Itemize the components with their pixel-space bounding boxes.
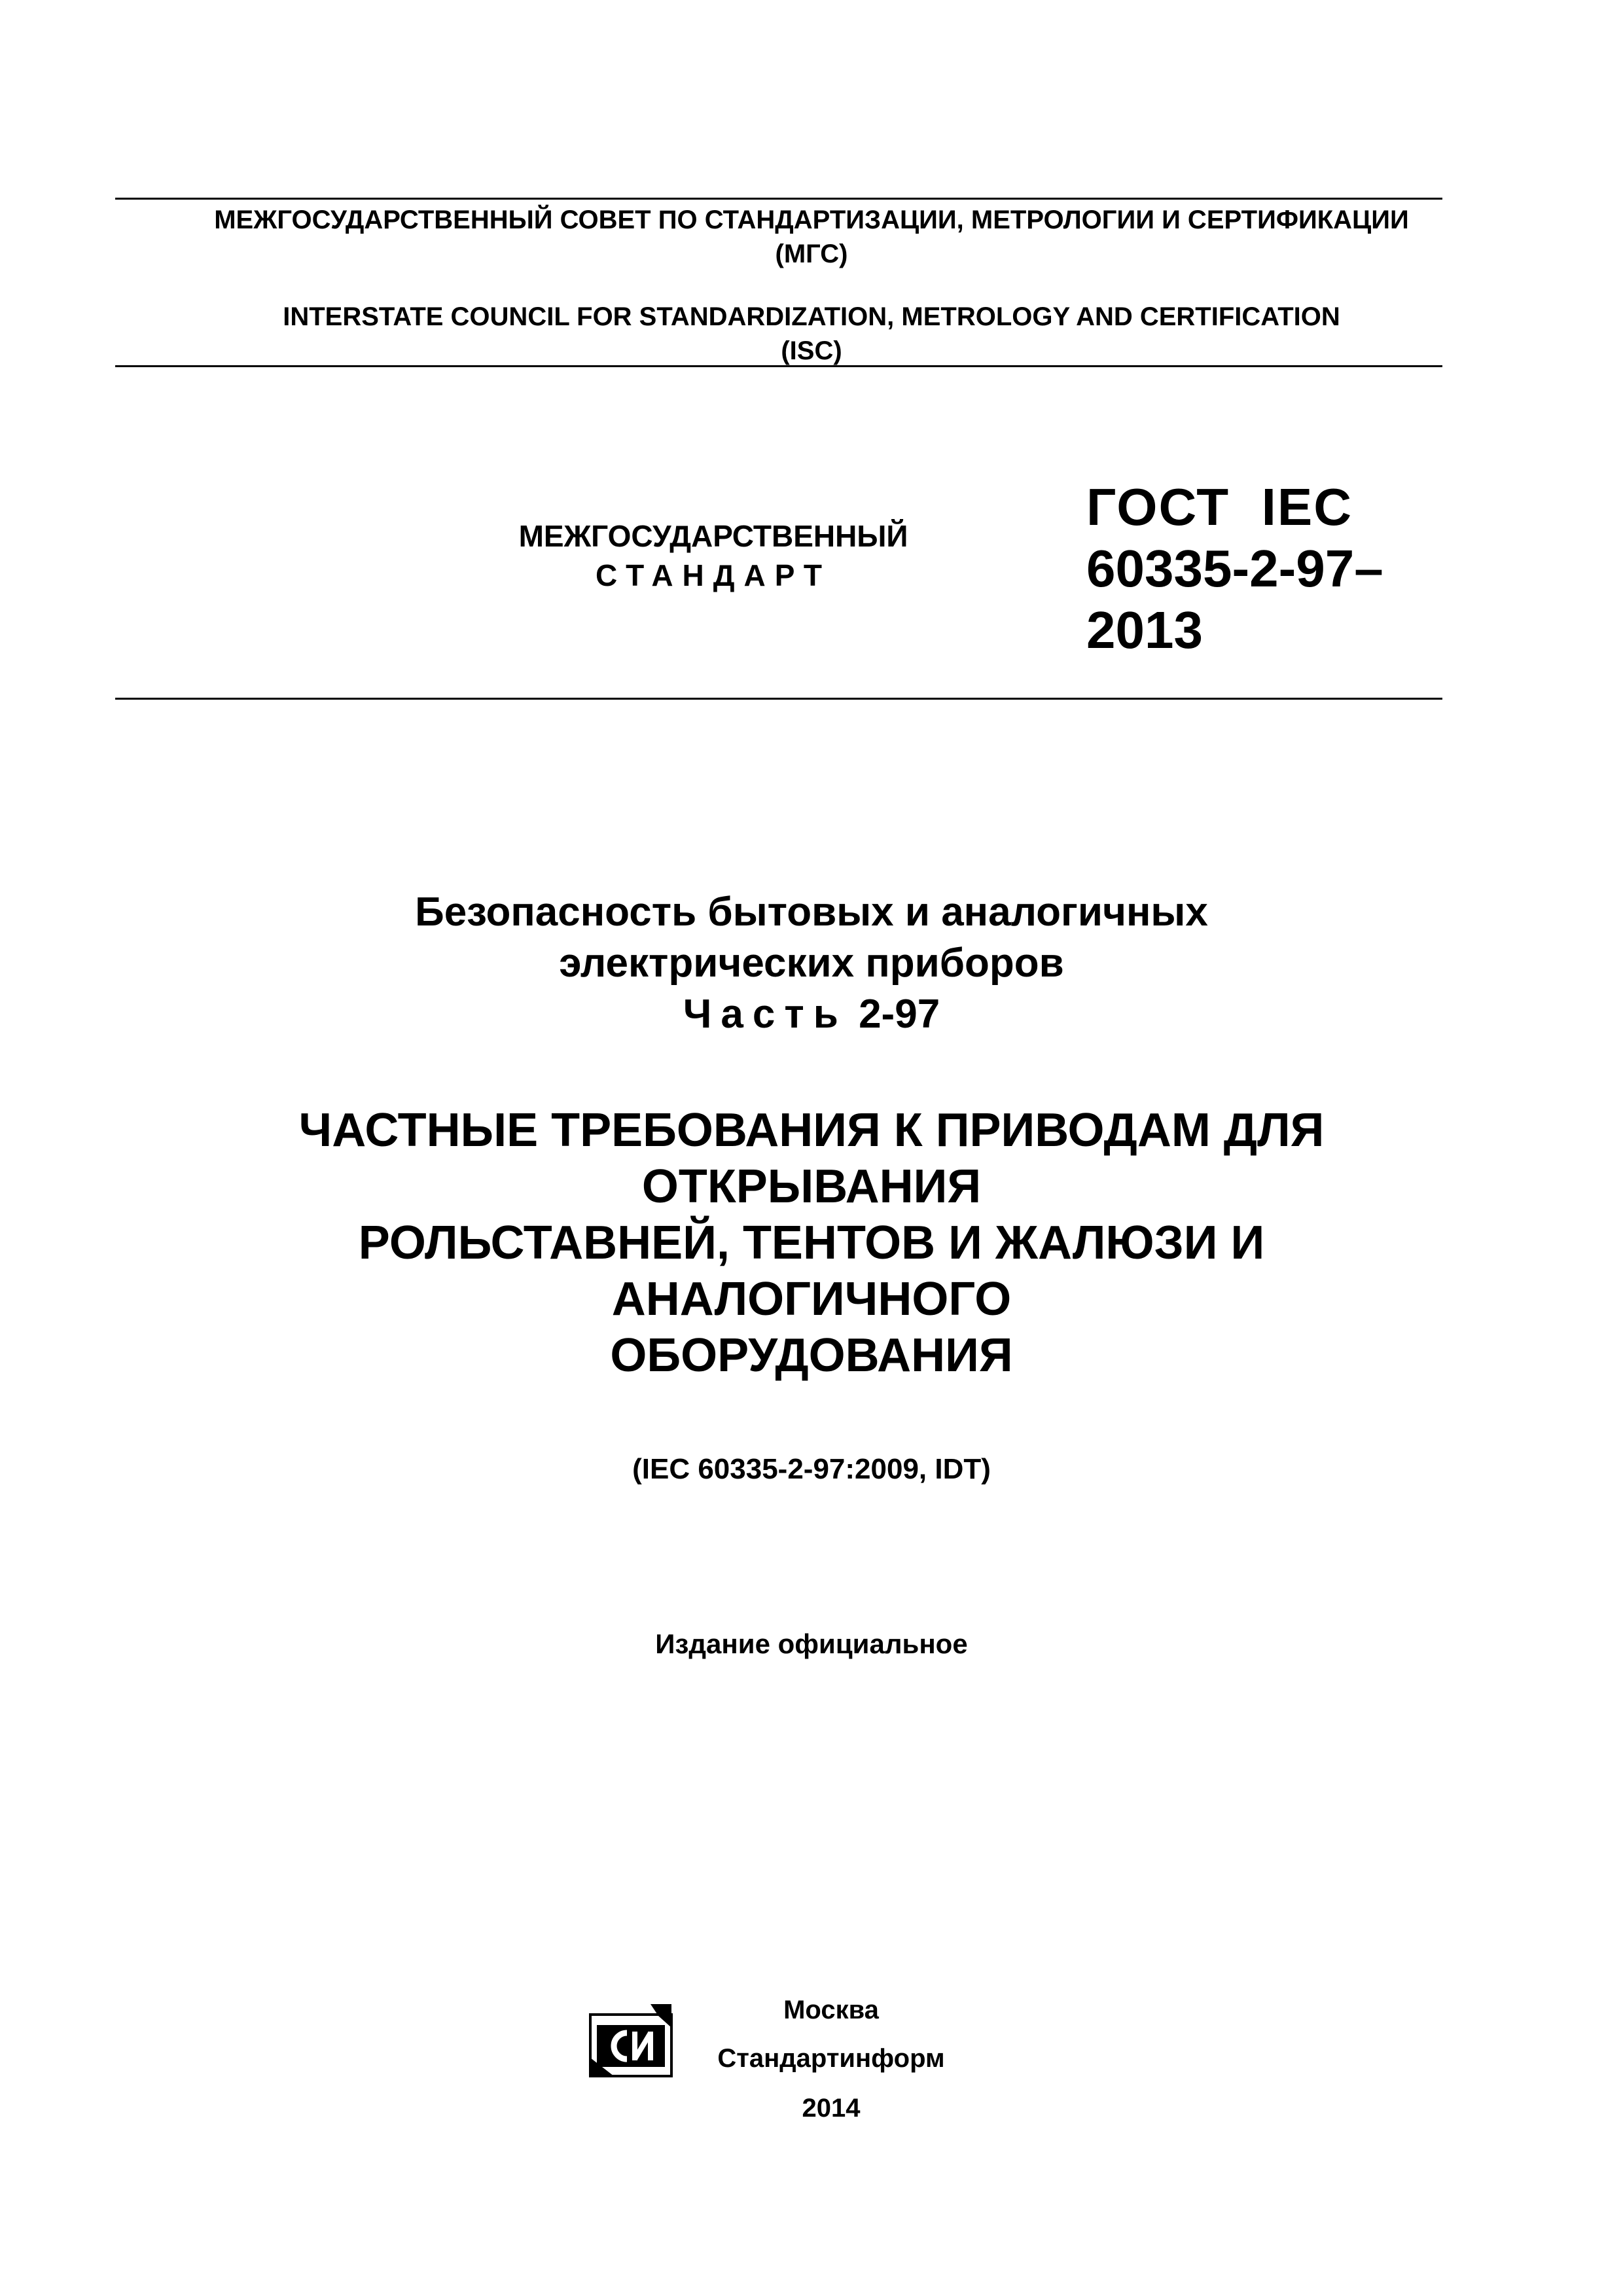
iec-identity: (IEC 60335-2-97:2009, IDT) <box>632 1453 991 1485</box>
header-bottom-rule <box>115 365 1442 367</box>
title-line2: ОТКРЫВАНИЯ <box>641 1160 982 1213</box>
standard-type-line1: МЕЖГОСУДАРСТВЕННЫЙ <box>518 519 908 553</box>
designation-rule <box>115 698 1442 700</box>
subtitle-part-number: 2-97 <box>859 992 940 1037</box>
publisher-name: Стандартинформ <box>717 2044 945 2073</box>
publication-year: 2014 <box>802 2094 861 2123</box>
standard-designation-line2: 60335-2-97– <box>1086 539 1383 598</box>
title-line1: ЧАСТНЫЕ ТРЕБОВАНИЯ К ПРИВОДАМ ДЛЯ <box>298 1104 1325 1157</box>
standartinform-logo-icon <box>588 2001 674 2080</box>
title-line4: АНАЛОГИЧНОГО <box>611 1273 1012 1325</box>
standard-designation-line3: 2013 <box>1086 601 1203 659</box>
subtitle-part-word: Часть <box>683 992 847 1037</box>
council-abbr-ru: (МГС) <box>775 240 848 268</box>
title-line3: РОЛЬСТАВНЕЙ, ТЕНТОВ И ЖАЛЮЗИ И <box>358 1217 1265 1269</box>
title-line5: ОБОРУДОВАНИЯ <box>610 1329 1013 1382</box>
edition-label: Издание официальное <box>655 1628 968 1659</box>
council-name-ru: МЕЖГОСУДАРСТВЕННЫЙ СОВЕТ ПО СТАНДАРТИЗАЦИИ, МЕТРОЛОГИИ И СЕРТИФИКАЦИИ <box>214 206 1409 234</box>
subtitle-line2: электрических приборов <box>559 941 1064 986</box>
council-name-en: INTERSTATE COUNCIL FOR STANDARDIZATION, METROLOGY AND CERTIFICATION <box>283 302 1340 331</box>
logo-text: СИ <box>588 2001 589 2002</box>
publisher-city: Москва <box>783 1996 879 2024</box>
subtitle-part <box>0 990 1623 1039</box>
council-abbr-en: (ISC) <box>781 336 842 365</box>
standard-designation-line1: ГОСТ IEC <box>1086 478 1353 536</box>
standard-type-line2: СТАНДАРТ <box>596 558 831 592</box>
subtitle-line1: Безопасность бытовых и аналогичных <box>415 889 1208 935</box>
header-top-rule <box>115 198 1442 200</box>
